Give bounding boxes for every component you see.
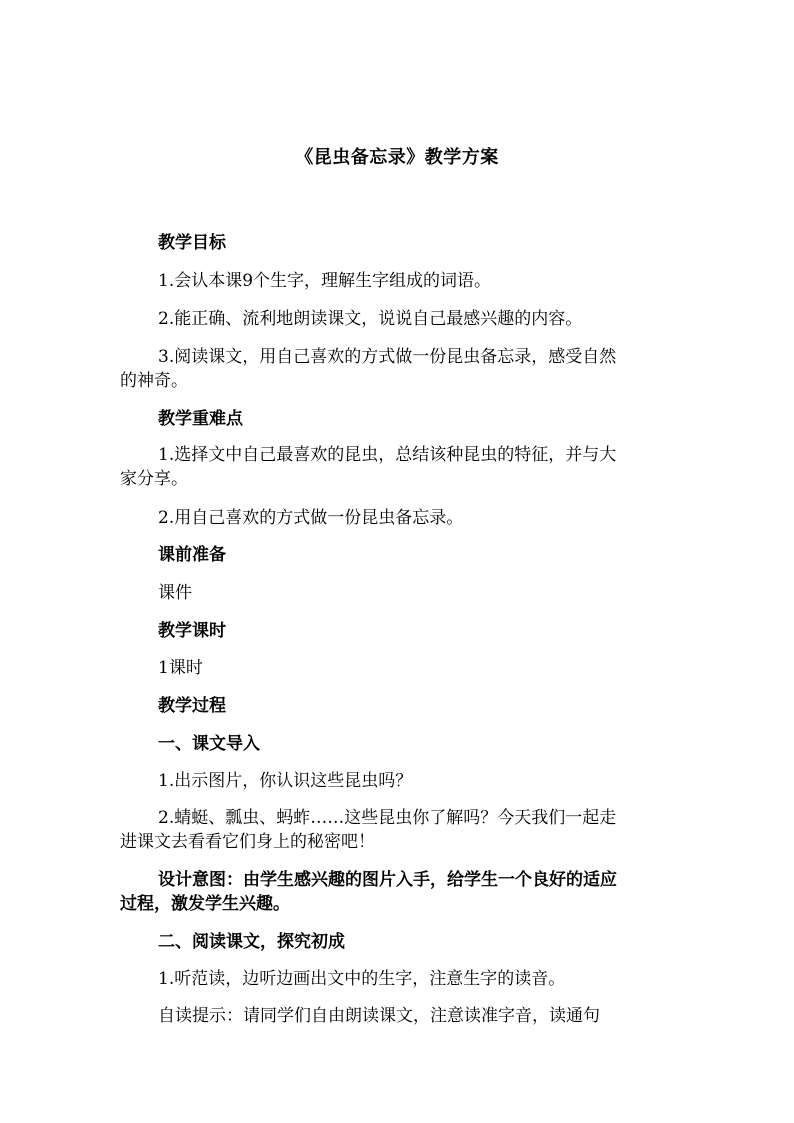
- key-point-2: 2.用自己喜欢的方式做一份昆虫备忘录。: [158, 508, 464, 528]
- preparation-text: 课件: [158, 583, 192, 603]
- heading-teaching-goals: 教学目标: [158, 233, 226, 253]
- goal-3-line-1: 3.阅读课文，用自己喜欢的方式做一份昆虫备忘录，感受自然: [158, 347, 617, 367]
- key-point-1-line-2: 家分享。: [120, 469, 188, 489]
- class-hours-text: 1课时: [158, 658, 203, 678]
- section-1-step-1: 1.出示图片，你认识这些昆虫吗？: [158, 771, 413, 791]
- heading-teaching-process: 教学过程: [158, 696, 226, 716]
- self-reading-tip: 自读提示：请同学们自由朗读课文，注意读准字音，读通句: [158, 1006, 600, 1026]
- heading-preparation: 课前准备: [158, 545, 226, 565]
- goal-3-line-2: 的神奇。: [120, 371, 188, 391]
- design-intent-line-2: 过程，激发学生兴趣。: [120, 894, 290, 914]
- key-point-1-line-1: 1.选择文中自己最喜欢的昆虫，总结该种昆虫的特征，并与大: [158, 445, 617, 465]
- section-1-heading: 一、课文导入: [158, 734, 260, 754]
- heading-key-points: 教学重难点: [158, 409, 243, 429]
- heading-class-hours: 教学课时: [158, 621, 226, 641]
- document-title: 《昆虫备忘录》教学方案: [295, 147, 499, 168]
- section-1-step-2-line-2: 进课文去看看它们身上的秘密吧！: [120, 832, 375, 852]
- section-2-step-1: 1.听范读，边听边画出文中的生字，注意生字的读音。: [158, 969, 566, 989]
- goal-2: 2.能正确、流利地朗读课文，说说自己最感兴趣的内容。: [158, 309, 583, 329]
- section-1-step-2-line-1: 2.蜻蜓、瓢虫、蚂蚱……这些昆虫你了解吗？今天我们一起走: [158, 808, 617, 828]
- goal-1: 1.会认本课9个生字，理解生字组成的词语。: [158, 271, 492, 291]
- design-intent-line-1: 设计意图：由学生感兴趣的图片入手，给学生一个良好的适应: [158, 870, 617, 890]
- section-2-heading: 二、阅读课文，探究初成: [158, 932, 345, 952]
